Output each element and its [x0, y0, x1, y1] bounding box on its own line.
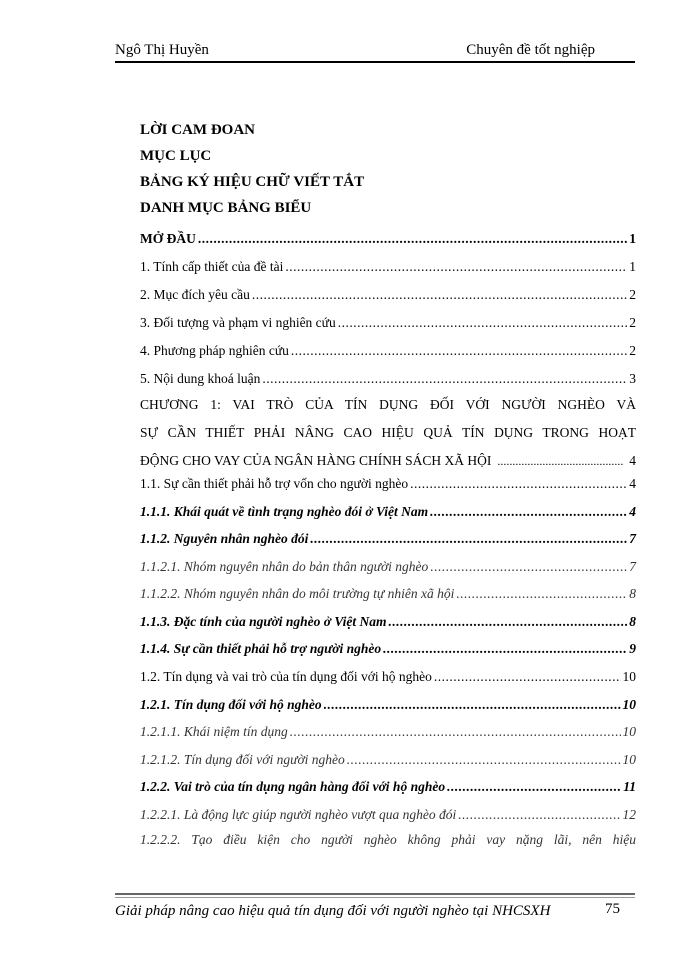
toc-entry-label: 1. Tính cấp thiết của đề tài [140, 259, 284, 274]
page-number: 75 [605, 901, 620, 917]
toc-section[interactable] [140, 667, 636, 687]
toc-entry-label: 1.2.1. Tín dụng đối với hộ nghèo [140, 697, 322, 712]
toc-entry-page: 10 [622, 669, 636, 684]
toc-leader [291, 341, 627, 361]
toc-leader [338, 313, 628, 333]
toc-entry[interactable] [140, 257, 636, 277]
toc-entry[interactable] [140, 369, 636, 389]
page-footer [115, 893, 635, 933]
toc-leader [310, 529, 627, 549]
toc-leader [430, 502, 627, 522]
toc-section[interactable] [140, 474, 636, 494]
toc-leader [347, 750, 621, 770]
chapter-title-line: SỰ CẦN THIẾT PHẢI NÂNG CAO HIỆU QUẢ TÍN DỤNG TRONG HOẠT [140, 425, 636, 440]
toc-entry-page: 10 [622, 752, 636, 767]
toc-entry-label: MỞ ĐẦU [140, 231, 196, 246]
toc-leader [447, 777, 621, 797]
toc-subsection[interactable] [140, 529, 636, 549]
toc-subsection[interactable] [140, 502, 636, 522]
toc-entry-label: 1.2.2.1. Là động lực giúp người nghèo vượt qua nghèo đói [140, 807, 457, 822]
toc-entry-page: 10 [622, 697, 636, 712]
toc-entry-page: 1 [629, 259, 636, 274]
toc-leader [456, 584, 627, 604]
toc-subsection[interactable] [140, 695, 636, 715]
toc-entry-mo-dau[interactable] [140, 229, 636, 249]
toc-entry-page: 9 [629, 641, 636, 656]
toc-leader [262, 369, 627, 389]
toc-subsubsection[interactable] [140, 750, 636, 770]
toc-subsubsection[interactable] [140, 557, 636, 577]
toc-entry-label: 4. Phương pháp nghiên cứu [140, 343, 289, 358]
toc-chapter-1[interactable] [140, 391, 636, 475]
toc-entry-label: 1.1. Sự cần thiết phải hỗ trợ vốn cho người nghèo [140, 476, 409, 491]
toc-leader [388, 612, 627, 632]
toc-subsubsection[interactable] [140, 584, 636, 604]
toc-leader [290, 722, 621, 742]
page-header [115, 36, 635, 62]
toc-entry-page: 8 [629, 586, 636, 601]
toc-entry-label: 5. Nội dung khoá luận [140, 371, 261, 386]
toc-continuation-line: 1.2.2.2. Tạo điều kiện cho người nghèo không phải vay nặng lãi, nên hiệu [140, 832, 636, 847]
toc-entry-label: 1.1.1. Khái quát về tình trạng nghèo đói ở Việt Nam [140, 504, 429, 519]
toc-entry[interactable] [140, 341, 636, 361]
chapter-title-line: CHƯƠNG 1: VAI TRÒ CỦA TÍN DỤNG ĐỐI VỚI NGƯỜI NGHÈO VÀ [140, 397, 636, 412]
toc-entry-page: 4 [629, 504, 636, 519]
toc-subsection[interactable] [140, 612, 636, 632]
toc-subsection[interactable] [140, 639, 636, 659]
toc-entry-label: 3. Đối tượng và phạm vi nghiên cứu [140, 315, 336, 330]
toc-entry-page: 1 [629, 231, 636, 246]
toc-entry-page: 4 [629, 476, 636, 491]
toc-entry-page: 12 [622, 807, 636, 822]
chapter-title-text: ĐỘNG CHO VAY CỦA NGÂN HÀNG CHÍNH SÁCH XÃ HỘI [140, 453, 492, 468]
toc-leader [324, 695, 621, 715]
header-rule [115, 61, 635, 63]
toc-entry-label: 1.1.2.1. Nhóm nguyên nhân do bản thân người nghèo [140, 559, 429, 574]
toc-front-bang-ky-hieu: BẢNG KÝ HIỆU CHỮ VIẾT TẮT [140, 174, 365, 190]
toc-front-muc-luc: MỤC LỤC [140, 148, 212, 164]
toc-entry-label: 2. Mục đích yêu cầu [140, 287, 250, 302]
author-name: Ngô Thị Huyền [115, 42, 209, 58]
toc-leader [198, 229, 627, 249]
chapter-title-line-last [140, 447, 636, 475]
toc-entry-page: 10 [622, 724, 636, 739]
toc-leader [458, 805, 620, 825]
toc-entry-page: 2 [629, 315, 636, 330]
toc-entry-label: 1.2. Tín dụng và vai trò của tín dụng đối với hộ nghèo [140, 669, 432, 684]
toc-entry-page: 8 [629, 614, 636, 629]
toc-entry-label: 1.1.2.2. Nhóm nguyên nhân do môi trường tự nhiên xã hội [140, 586, 455, 601]
footer-title: Giải pháp nâng cao hiệu quả tín dụng đối với người nghèo tại NHCSXH [115, 903, 551, 919]
toc-leader [430, 557, 627, 577]
toc-entry-label: 1.1.4. Sự cần thiết phải hỗ trợ người nghèo [140, 641, 382, 656]
toc-entry-page: 4 [629, 453, 636, 468]
toc-front-loi-cam-doan: LỜI CAM ĐOAN [140, 122, 255, 138]
toc-entry-page: 11 [623, 779, 636, 794]
table-of-contents [140, 117, 636, 847]
toc-entry-label: 1.2.1.1. Khái niệm tín dụng [140, 724, 288, 739]
toc-leader [497, 447, 623, 475]
toc-entry-page: 7 [629, 531, 636, 546]
toc-entry-label: 1.1.3. Đặc tính của người nghèo ở Việt Nam [140, 614, 387, 629]
toc-leader [285, 257, 627, 277]
toc-entry-label: 1.2.2. Vai trò của tín dụng ngân hàng đối với hộ nghèo [140, 779, 446, 794]
toc-entry-label: 1.1.2. Nguyên nhân nghèo đói [140, 531, 309, 546]
toc-subsubsection[interactable] [140, 805, 636, 825]
toc-entry-page: 7 [629, 559, 636, 574]
toc-leader [383, 639, 627, 659]
toc-entry-page: 3 [629, 371, 636, 386]
document-type: Chuyên đề tốt nghiệp [466, 42, 595, 58]
toc-subsection[interactable] [140, 777, 636, 797]
toc-entry[interactable] [140, 285, 636, 305]
toc-leader [434, 667, 621, 687]
toc-front-danh-muc-bang-bieu: DANH MỤC BẢNG BIỂU [140, 200, 312, 216]
toc-entry-page: 2 [629, 287, 636, 302]
toc-entry-page: 2 [629, 343, 636, 358]
footer-rule [115, 893, 635, 895]
toc-entry-label: 1.2.1.2. Tín dụng đối với người nghèo [140, 752, 345, 767]
toc-leader [252, 285, 627, 305]
toc-subsubsection[interactable] [140, 722, 636, 742]
toc-entry[interactable] [140, 313, 636, 333]
footer-rule-thin [115, 897, 635, 898]
toc-leader [410, 474, 627, 494]
